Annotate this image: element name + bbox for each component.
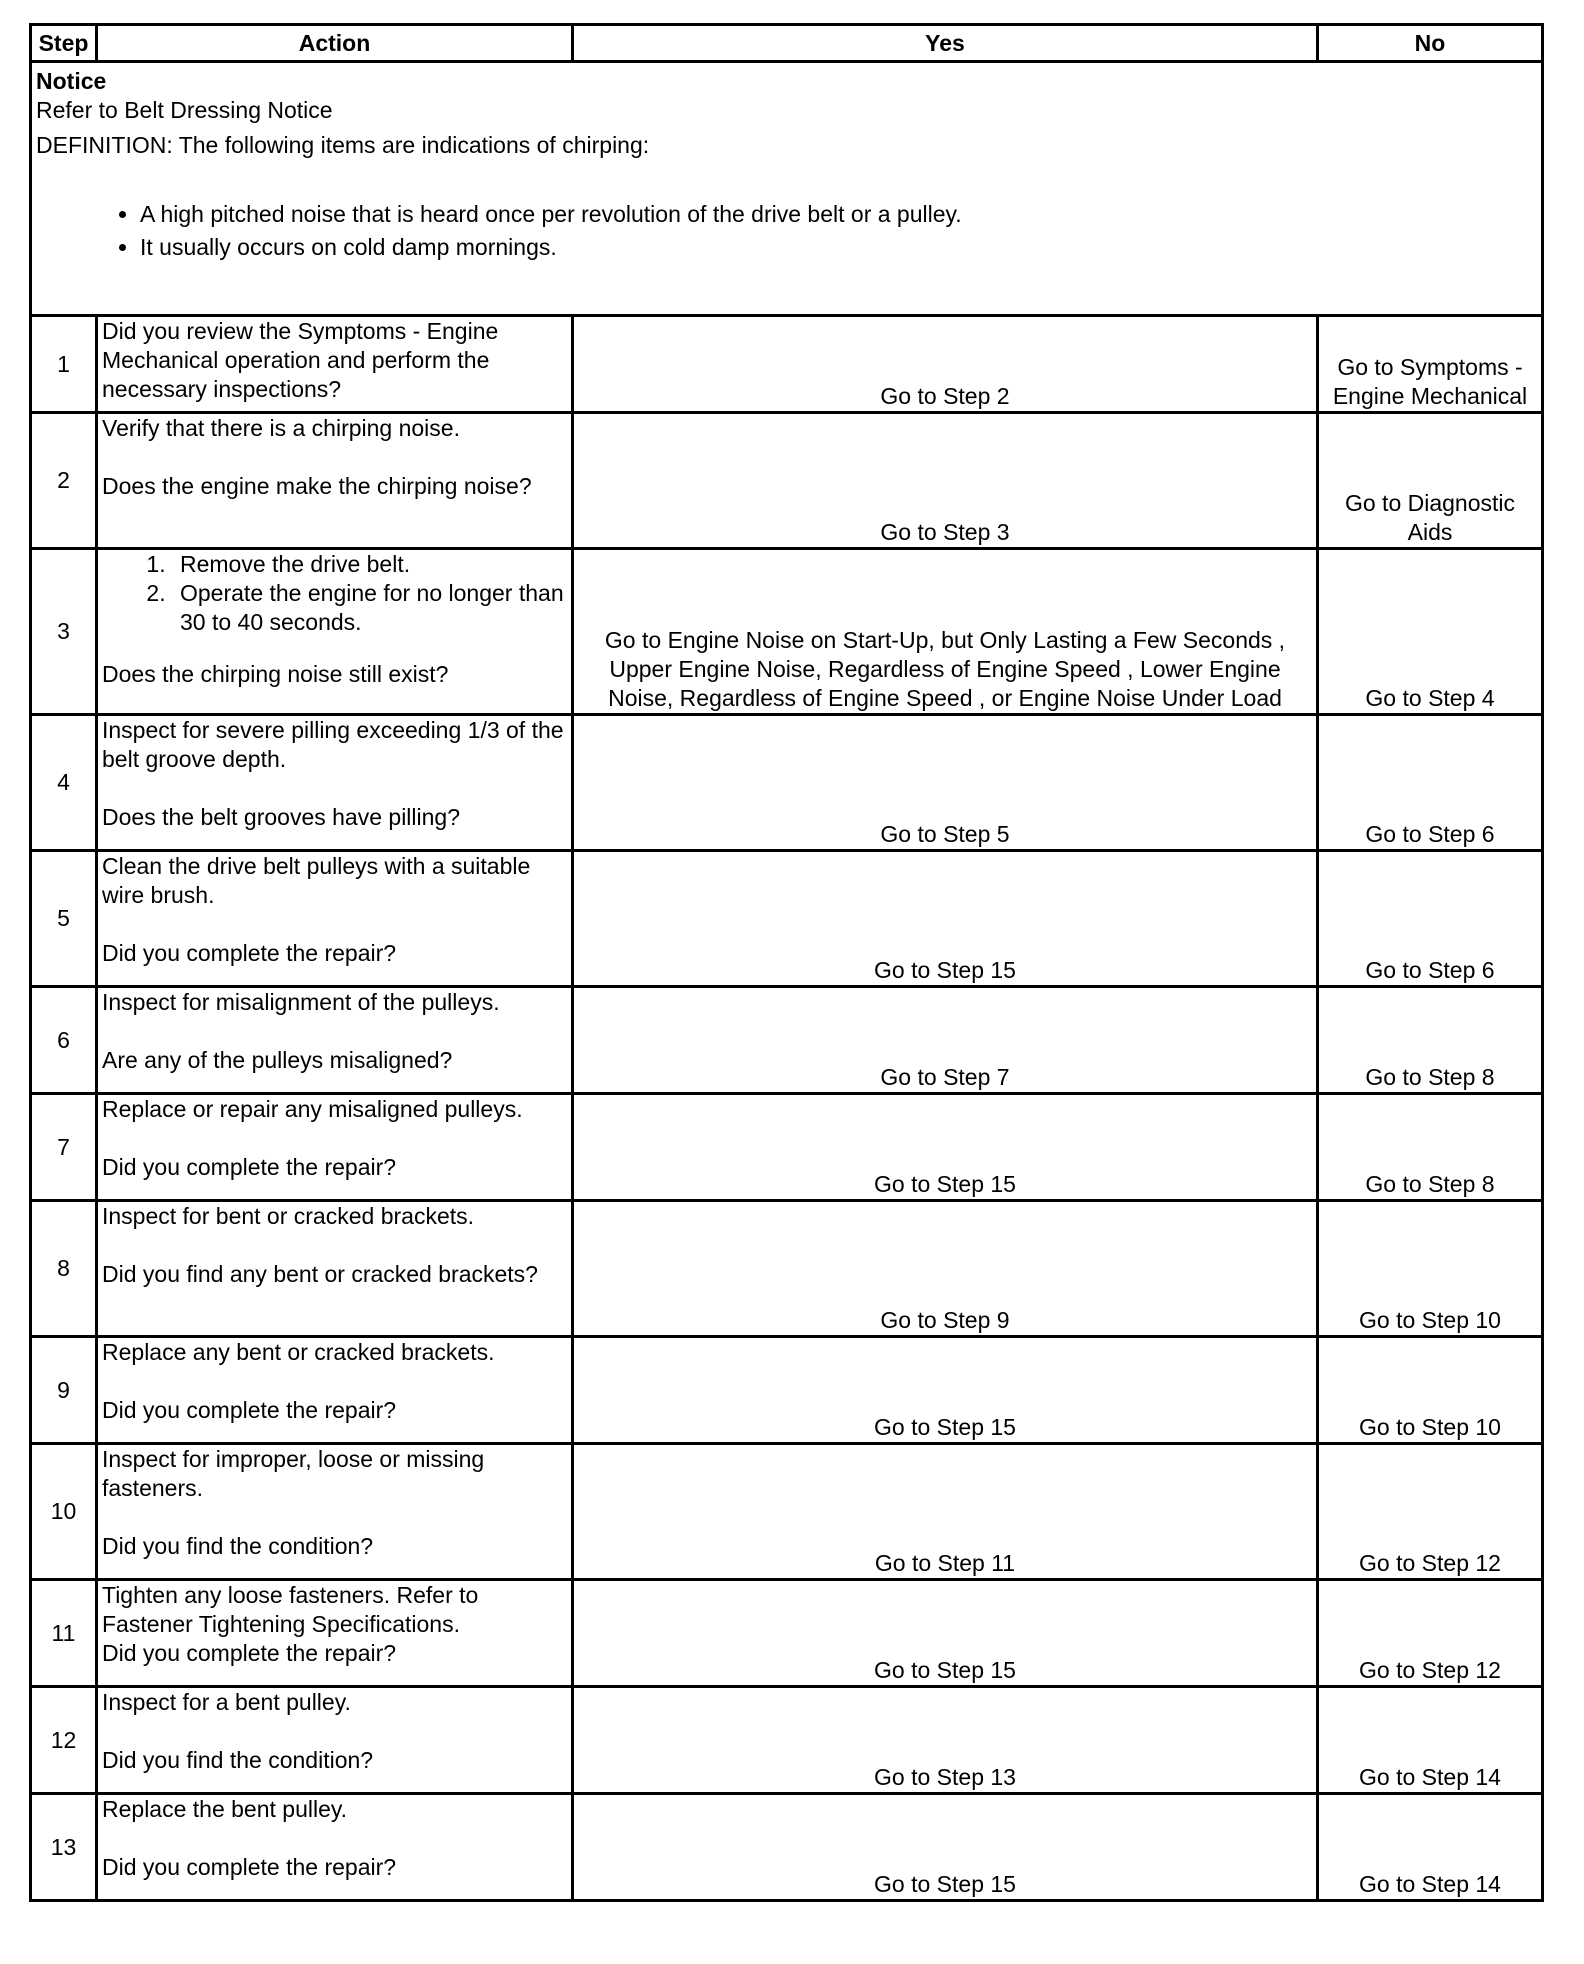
definition-text: DEFINITION: The following items are indications of chirping: (36, 132, 650, 158)
step-number: 5 (31, 851, 97, 987)
action-instruction: Verify that there is a chirping noise. (102, 415, 460, 441)
header-action: Action (97, 25, 573, 62)
definition-bullet: • A high pitched noise that is heard once per revolution of the drive belt or a pulley. (140, 200, 1537, 229)
no-result: Go to Step 14 (1318, 1794, 1543, 1901)
action-instruction: Tighten any loose fasteners. Refer to Fastener Tightening Specifications. (102, 1582, 479, 1637)
action-instruction: Inspect for a bent pulley. (102, 1689, 351, 1715)
step-number: 13 (31, 1794, 97, 1901)
yes-result: Go to Engine Noise on Start-Up, but Only Lasting a Few Seconds , Upper Engine Noise, Regardless of Engine Speed , Lower Engine Noise, Regardless of Engine Speed , or Engine Noise Under Load (573, 549, 1318, 715)
step-number: 11 (31, 1580, 97, 1687)
step-number: 6 (31, 987, 97, 1094)
action-cell (97, 715, 573, 851)
action-cell (97, 1580, 573, 1687)
step-number: 4 (31, 715, 97, 851)
yes-result: Go to Step 11 (573, 1444, 1318, 1580)
yes-result: Go to Step 5 (573, 715, 1318, 851)
notice-row (31, 62, 1543, 316)
action-question: Did you complete the repair? (102, 1397, 397, 1423)
action-instruction: Inspect for improper, loose or missing fasteners. (102, 1446, 485, 1501)
no-result: Go to Step 8 (1318, 1094, 1543, 1201)
yes-result: Go to Step 15 (573, 1094, 1318, 1201)
header-row (31, 25, 1543, 62)
step-number: 9 (31, 1337, 97, 1444)
yes-result: Go to Step 15 (573, 851, 1318, 987)
table-row (31, 413, 1543, 549)
action-cell (97, 851, 573, 987)
step-number: 8 (31, 1201, 97, 1337)
action-question: Does the belt grooves have pilling? (102, 804, 461, 830)
action-cell (97, 316, 573, 413)
action-cell (97, 549, 573, 715)
no-result: Go to Symptoms - Engine Mechanical (1318, 316, 1543, 413)
action-instruction: Inspect for severe pilling exceeding 1/3 of the belt groove depth. (102, 717, 564, 772)
no-result: Go to Diagnostic Aids (1318, 413, 1543, 549)
diagnostic-table-container (29, 23, 1541, 1902)
step-number: 10 (31, 1444, 97, 1580)
no-result: Go to Step 12 (1318, 1580, 1543, 1687)
action-question: Did you find the condition? (102, 1747, 374, 1773)
yes-result: Go to Step 15 (573, 1794, 1318, 1901)
yes-result: Go to Step 3 (573, 413, 1318, 549)
header-no: No (1318, 25, 1543, 62)
action-question: Did you review the Symptoms - Engine Mechanical operation and perform the necessary inspections? (102, 318, 499, 402)
header-step: Step (31, 25, 97, 62)
action-cell (97, 1794, 573, 1901)
action-question: Does the engine make the chirping noise? (102, 473, 532, 499)
table-row (31, 1794, 1543, 1901)
yes-result: Go to Step 15 (573, 1580, 1318, 1687)
step-number: 3 (31, 549, 97, 715)
no-result: Go to Step 8 (1318, 987, 1543, 1094)
action-instruction: Replace the bent pulley. (102, 1796, 348, 1822)
table-row (31, 715, 1543, 851)
no-result: Go to Step 4 (1318, 549, 1543, 715)
no-result: Go to Step 10 (1318, 1201, 1543, 1337)
yes-result: Go to Step 2 (573, 316, 1318, 413)
diagnostic-table (29, 23, 1544, 1902)
action-cell (97, 413, 573, 549)
no-result: Go to Step 14 (1318, 1687, 1543, 1794)
action-question: Does the chirping noise still exist? (102, 661, 449, 687)
definition-bullets (36, 200, 1537, 262)
header-yes: Yes (573, 25, 1318, 62)
step-number: 2 (31, 413, 97, 549)
action-question: Did you complete the repair? (102, 940, 397, 966)
action-question: Did you complete the repair? (102, 1154, 397, 1180)
procedure-item: 1. Remove the drive belt. (172, 550, 567, 579)
no-result: Go to Step 6 (1318, 715, 1543, 851)
yes-result: Go to Step 13 (573, 1687, 1318, 1794)
table-row (31, 1580, 1543, 1687)
step-number: 1 (31, 316, 97, 413)
table-row (31, 851, 1543, 987)
table-row (31, 1337, 1543, 1444)
yes-result: Go to Step 15 (573, 1337, 1318, 1444)
action-question: Are any of the pulleys misaligned? (102, 1047, 453, 1073)
action-question: Did you complete the repair? (102, 1854, 397, 1880)
no-result: Go to Step 6 (1318, 851, 1543, 987)
action-instruction: Replace or repair any misaligned pulleys. (102, 1096, 523, 1122)
table-row (31, 1201, 1543, 1337)
action-question: Did you complete the repair? (102, 1640, 397, 1666)
notice-cell (31, 62, 1543, 316)
action-cell (97, 1444, 573, 1580)
table-row (31, 549, 1543, 715)
notice-title: Notice (36, 68, 107, 94)
yes-result: Go to Step 9 (573, 1201, 1318, 1337)
action-cell (97, 1201, 573, 1337)
definition-bullet: • It usually occurs on cold damp mornings. (140, 233, 1537, 262)
action-cell (97, 987, 573, 1094)
table-row (31, 1094, 1543, 1201)
action-question: Did you find any bent or cracked brackets? (102, 1261, 538, 1287)
table-row (31, 1687, 1543, 1794)
action-cell (97, 1687, 573, 1794)
procedure-item: 2. Operate the engine for no longer than 30 to 40 seconds. (172, 579, 567, 637)
action-instruction: Clean the drive belt pulleys with a suitable wire brush. (102, 853, 531, 908)
table-row (31, 987, 1543, 1094)
no-result: Go to Step 12 (1318, 1444, 1543, 1580)
table-row (31, 1444, 1543, 1580)
step-number: 12 (31, 1687, 97, 1794)
action-instruction: Inspect for misalignment of the pulleys. (102, 989, 500, 1015)
no-result: Go to Step 10 (1318, 1337, 1543, 1444)
action-procedure-list (102, 550, 567, 637)
notice-reference: Refer to Belt Dressing Notice (36, 97, 333, 123)
action-question: Did you find the condition? (102, 1533, 374, 1559)
yes-result: Go to Step 7 (573, 987, 1318, 1094)
action-cell (97, 1094, 573, 1201)
action-cell (97, 1337, 573, 1444)
action-instruction: Inspect for bent or cracked brackets. (102, 1203, 475, 1229)
table-row (31, 316, 1543, 413)
action-instruction: Replace any bent or cracked brackets. (102, 1339, 495, 1365)
step-number: 7 (31, 1094, 97, 1201)
